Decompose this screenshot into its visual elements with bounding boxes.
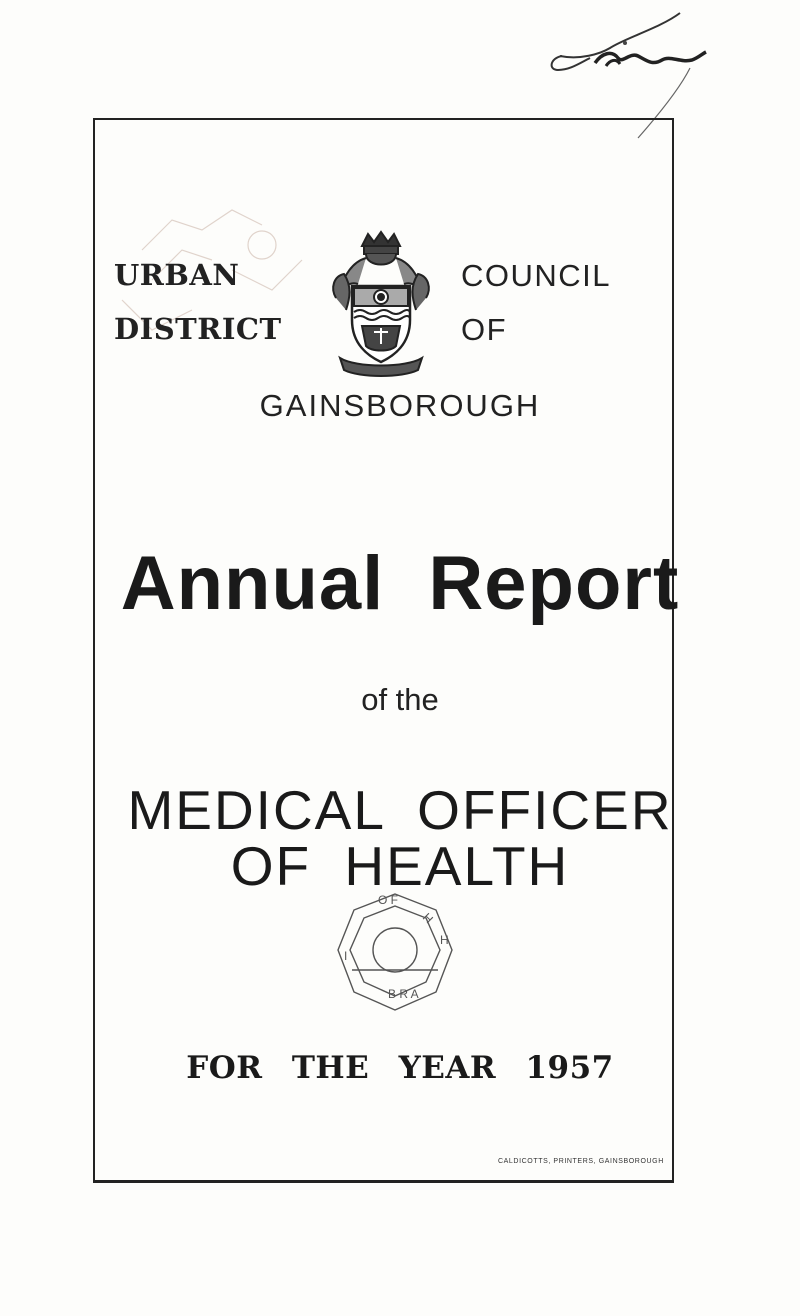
report-heading-line2: OF HEALTH — [230, 835, 570, 897]
library-stamp-icon — [330, 888, 460, 1018]
coat-of-arms-icon — [322, 228, 440, 378]
printer-imprint: CALDICOTTS, PRINTERS, GAINSBOROUGH — [498, 1158, 664, 1165]
town-name: GAINSBOROUGH — [259, 388, 541, 423]
header-council: COUNCIL — [461, 258, 612, 293]
report-subtitle: of the — [361, 682, 439, 717]
report-title: Annual Report — [120, 541, 680, 626]
report-year: FOR THE YEAR 1957 — [186, 1050, 614, 1086]
header-district: DISTRICT — [114, 312, 282, 346]
header-of: OF — [461, 312, 508, 347]
svg-text:H: H — [419, 910, 436, 927]
header-urban: URBAN — [114, 258, 240, 292]
svg-text:B R A: B R A — [388, 987, 419, 1001]
report-heading-line1: MEDICAL OFFICER — [127, 779, 673, 841]
svg-text:I: I — [344, 949, 348, 963]
svg-text:O F: O F — [378, 893, 398, 907]
svg-text:H: H — [440, 933, 449, 947]
